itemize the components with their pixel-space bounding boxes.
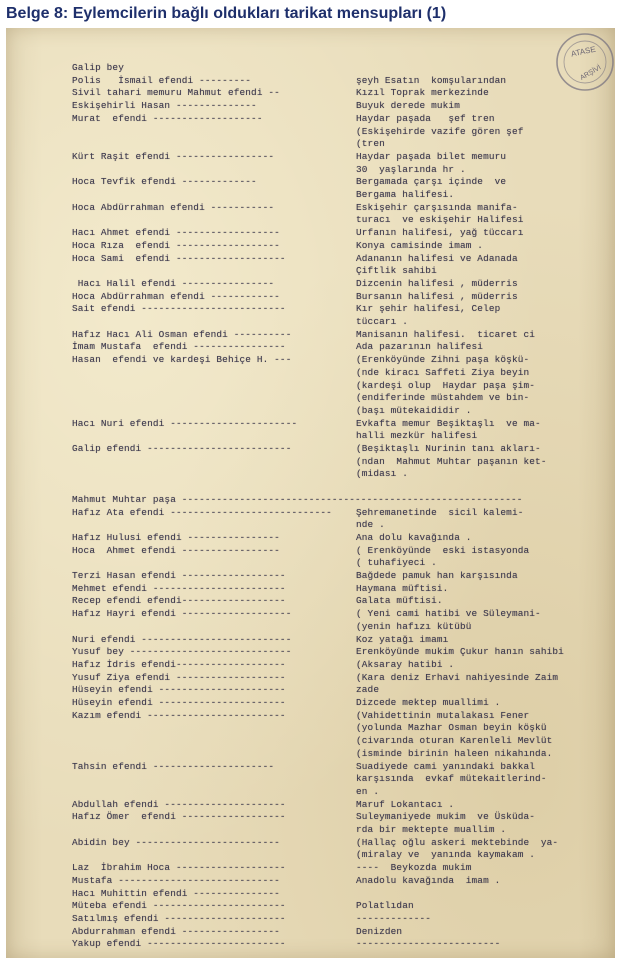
- description-entry: Dizcenin halifesi , müderris: [356, 277, 518, 289]
- name-entry: Hasan efendi ve kardeşi Behiçe H. ---: [72, 354, 292, 366]
- description-entry: ( Yeni cami hatibi ve Süleymani-: [356, 608, 541, 620]
- name-entry: Polis İsmail efendi ---------: [72, 74, 252, 86]
- stamp-bottom-text: ARŞİVİ: [579, 64, 603, 82]
- description-entry: (Erenköyünde Zihni paşa köşkü-: [356, 354, 530, 366]
- name-entry: Yusuf Ziya efendi -------------------: [72, 671, 286, 683]
- name-entry: Tahsin efendi ---------------------: [72, 760, 275, 772]
- description-entry: karşısında evkaf mütekaitlerind-: [356, 773, 547, 785]
- name-entry: Satılmış efendi ---------------------: [72, 912, 286, 924]
- description-entry: Ana dolu kavağında .: [356, 531, 472, 543]
- description-entry: halli mezkür halifesi: [356, 430, 478, 442]
- description-entry: (yenin hafızı kütübü: [356, 620, 472, 632]
- description-entry: Polatlıdan: [356, 900, 414, 912]
- description-entry: (Beşiktaşlı Nurinin tanı akları-: [356, 443, 541, 454]
- description-entry: (midası .: [356, 468, 408, 480]
- description-entry: Denizden: [356, 925, 403, 937]
- name-entry: Kazım efendi ------------------------: [72, 709, 286, 721]
- name-entry: Kürt Raşit efendi -----------------: [72, 150, 275, 162]
- name-entry: Terzi Hasan efendi ------------------: [72, 570, 286, 581]
- description-entry: (ndan Mahmut Muhtar paşanın ket-: [356, 455, 547, 467]
- name-entry: Murat efendi -------------------: [72, 112, 263, 124]
- description-entry: Evkafta memur Beşiktaşlı ve ma-: [356, 417, 541, 429]
- name-entry: Yakup efendi ------------------------: [72, 938, 286, 950]
- archival-document: [6, 28, 615, 958]
- name-entry: Recep efendi efendi------------------: [72, 595, 286, 607]
- description-entry: Haymana müftisi.: [356, 582, 449, 594]
- description-entry: -------------: [356, 912, 432, 924]
- description-entry: Suleymaniyede mukim ve Üsküda-: [356, 811, 536, 823]
- name-entry: Laz İbrahim Hoca -------------------: [72, 862, 286, 874]
- description-entry: (başı mütekaididir .: [356, 404, 472, 416]
- description-entry: (yolunda Mazhar Osman beyin köşkü: [356, 722, 547, 734]
- name-entry: Galip bey: [72, 62, 124, 73]
- name-entry: Nuri efendi --------------------------: [72, 633, 292, 645]
- description-entry: Adananın halifesi ve Adanada: [356, 252, 518, 264]
- name-entry: Hoca Tevfik efendi -------------: [72, 176, 257, 188]
- description-entry: ---- Beykozda mukim: [356, 862, 472, 874]
- name-entry: Hafız Ömer efendi ------------------: [72, 811, 286, 823]
- description-entry: Kır şehir halifesi, Celep: [356, 303, 501, 315]
- name-entry: Abdurrahman efendi -----------------: [72, 925, 280, 937]
- description-entry: en .: [356, 785, 380, 797]
- name-entry: Hafız Hayri efendi -------------------: [72, 608, 292, 620]
- description-entry: rda bir mektepte muallim .: [356, 824, 507, 835]
- description-entry: (kardeşi olup Haydar paşa şim-: [356, 379, 536, 391]
- description-entry: (endiferinde müstahdem ve bin-: [356, 392, 530, 404]
- description-entry: Bergama halifesi.: [356, 189, 455, 200]
- name-entry: Hoca Abdürrahman efendi -----------: [72, 201, 275, 213]
- name-entry: Mahmut Muhtar paşa -----------------------------------------------------------: [72, 493, 523, 505]
- description-entry: Suadiyede cami yanındaki bakkal: [356, 760, 536, 772]
- description-entry: (Vahidettinin mutalakası Fener: [356, 709, 530, 721]
- name-entry: Hafız İdris efendi-------------------: [72, 658, 286, 670]
- name-entry: Sait efendi -------------------------: [72, 303, 286, 315]
- description-entry: (isminde birinin haleen nikahında.: [356, 747, 553, 759]
- name-entry: Galip efendi -------------------------: [72, 443, 292, 454]
- description-entry: ( tuhafiyeci .: [356, 557, 437, 569]
- name-entry: Abidin bey -------------------------: [72, 836, 280, 848]
- name-entry: Abdullah efendi ---------------------: [72, 798, 286, 810]
- description-entry: Kızıl Toprak merkezinde: [356, 87, 489, 99]
- description-entry: nde .: [356, 519, 385, 531]
- description-entry: Dizcede mektep muallimi .: [356, 697, 501, 708]
- description-entry: Haydar paşada şef tren: [356, 112, 495, 124]
- stamp-top-text: ATASE: [570, 44, 597, 59]
- description-entry: Bağdede pamuk han karşısında: [356, 570, 518, 581]
- description-entry: Urfanın halifesi, yağ tüccarı: [356, 227, 524, 239]
- name-entry: Mehmet efendi -----------------------: [72, 582, 286, 594]
- name-entry: Hoca Abdürrahman efendi ------------: [72, 290, 280, 302]
- description-entry: -------------------------: [356, 938, 501, 950]
- description-entry: Konya camisinde imam .: [356, 239, 484, 251]
- description-entry: Ada pazarının halifesi: [356, 341, 484, 353]
- name-entry: Hacı Muhittin efendi ---------------: [72, 887, 280, 899]
- description-entry: (tren: [356, 138, 385, 150]
- name-entry: Mustafa ----------------------------: [72, 874, 280, 886]
- description-entry: tüccarı .: [356, 316, 408, 327]
- description-entry: (Aksaray hatibi .: [356, 658, 455, 670]
- description-entry: Anadolu kavağında imam .: [356, 874, 501, 886]
- name-entry: İmam Mustafa efendi ----------------: [72, 341, 286, 353]
- description-entry: (Kara deniz Erhavi nahiyesinde Zaim: [356, 671, 559, 683]
- name-entry: Eskişehirli Hasan --------------: [72, 100, 257, 112]
- name-entry: Hacı Halil efendi ----------------: [72, 277, 275, 289]
- description-entry: Eskişehir çarşısında manifa-: [356, 201, 518, 213]
- name-entry: Hafız Hulusi efendi ----------------: [72, 531, 280, 543]
- description-entry: Erenköyünde mukim Çukur hanın sahibi: [356, 646, 564, 658]
- description-entry: zade: [356, 684, 380, 696]
- description-entry: (nde kiracı Saffeti Ziya beyin: [356, 366, 530, 378]
- description-entry: şeyh Esatın komşularından: [356, 74, 507, 86]
- page-title: Belge 8: Eylemcilerin bağlı oldukları tarikat mensupları (1): [6, 5, 447, 22]
- description-entry: Manisanın halifesi. ticaret ci: [356, 328, 536, 340]
- document-body: [6, 28, 615, 958]
- description-entry: turacı ve eskişehir Halifesi: [356, 214, 524, 226]
- description-entry: Maruf Lokantacı .: [356, 798, 455, 810]
- name-entry: Hacı Nuri efendi ----------------------: [72, 417, 298, 429]
- name-entry: Yusuf bey ----------------------------: [72, 646, 292, 658]
- description-entry: Haydar paşada bilet memuru: [356, 150, 507, 162]
- name-entry: Hacı Ahmet efendi ------------------: [72, 227, 280, 239]
- name-entry: Hafız Ata efendi ----------------------------: [72, 506, 332, 518]
- name-entry: Müteba efendi -----------------------: [72, 900, 286, 912]
- name-entry: Hüseyin efendi ----------------------: [72, 697, 286, 708]
- name-entry: Hoca Sami efendi -------------------: [72, 252, 286, 264]
- description-entry: (civarında oturan Karenleli Mevlüt: [356, 735, 553, 747]
- description-entry: Koz yatağı imamı: [356, 633, 449, 645]
- description-entry: Çiftlik sahibi: [356, 265, 437, 277]
- description-entry: (miralay ve yanında kaymakam .: [356, 849, 536, 861]
- name-entry: Hoca Rıza efendi ------------------: [72, 239, 280, 251]
- name-entry: Hoca Ahmet efendi -----------------: [72, 544, 280, 556]
- description-entry: (Hallaç oğlu askeri mektebinde ya-: [356, 836, 559, 848]
- description-entry: (Eskişehirde vazife gören şef: [356, 125, 524, 137]
- name-entry: Hüseyin efendi ----------------------: [72, 684, 286, 696]
- name-entry: Sivil tahari memuru Mahmut efendi --: [72, 87, 280, 99]
- description-entry: Buyuk derede mukim: [356, 100, 460, 112]
- description-entry: Galata müftisi.: [356, 595, 443, 607]
- name-entry: Hafız Hacı Ali Osman efendi ----------: [72, 328, 292, 340]
- description-entry: Şehremanetinde sicil kalemi-: [356, 506, 524, 518]
- description-entry: Bergamada çarşı içinde ve: [356, 176, 507, 188]
- description-entry: 30 yaşlarında hr .: [356, 163, 466, 175]
- description-entry: ( Erenköyünde eski istasyonda: [356, 544, 530, 556]
- description-entry: Bursanın halifesi , müderris: [356, 290, 518, 302]
